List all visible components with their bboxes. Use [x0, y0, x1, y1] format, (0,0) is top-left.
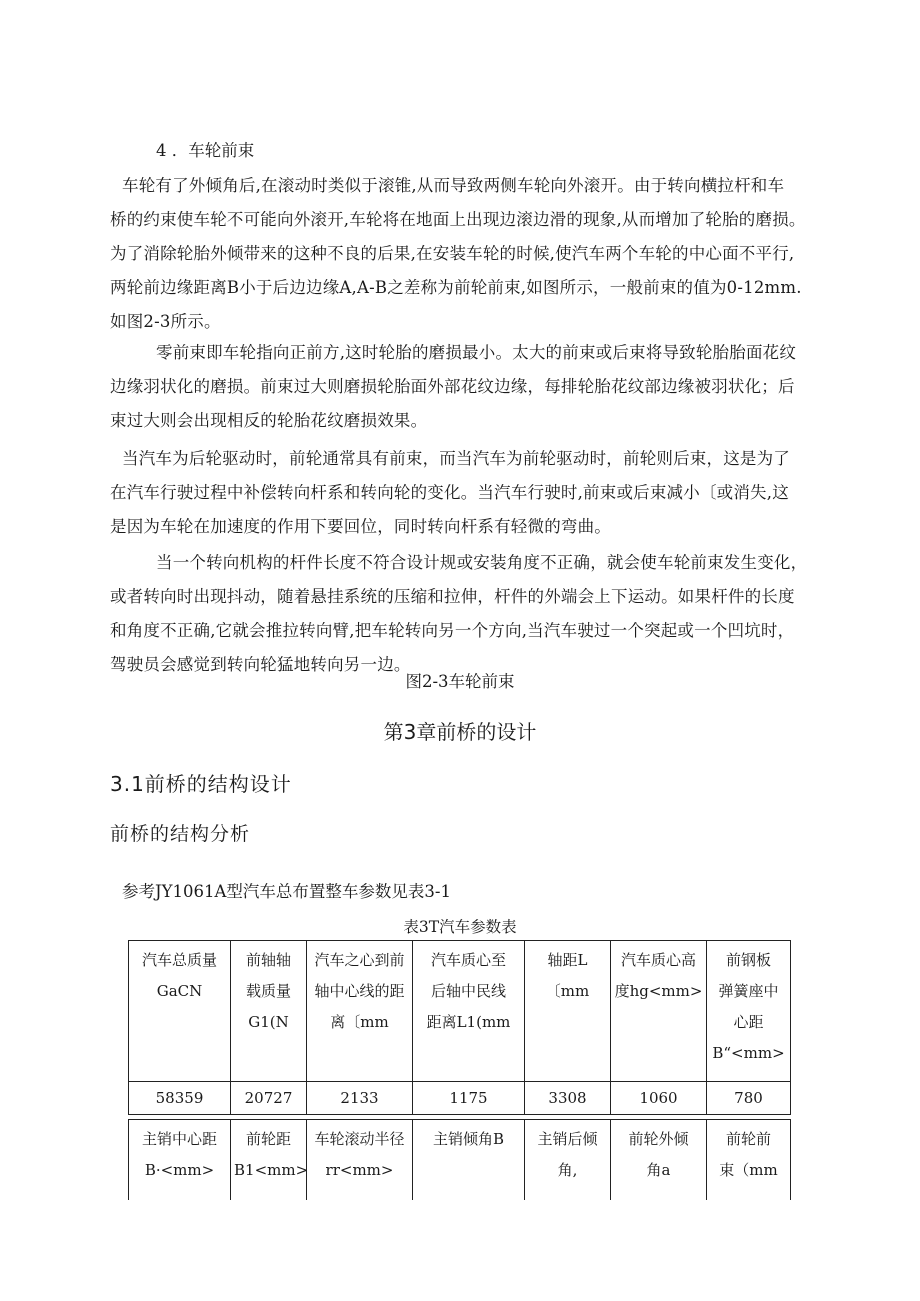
table-header-line: GaCN	[156, 982, 203, 1000]
paragraph-1	[110, 169, 822, 339]
table-header-line: 后轴中民线	[430, 982, 506, 1000]
table-cell: 20727	[231, 1082, 307, 1115]
table-header-cell	[413, 1120, 525, 1201]
table-header-line: 汽车之心到前	[314, 951, 405, 969]
table-header-line: 轴距L〔mm	[545, 951, 590, 1000]
table-header-line: 汽车质心高	[620, 951, 696, 969]
text-line: 为了消除轮胎外倾带来的这种不良的后果,在安装车轮的时候,使汽车两个车轮的中心面不平行,	[110, 244, 795, 263]
table-header-cell	[129, 1120, 231, 1201]
table-header-line: 轴中心线的距	[314, 982, 405, 1000]
table-cell: 1175	[413, 1082, 525, 1115]
figure-caption: 图2-3车轮前束	[405, 672, 515, 691]
table-header-cell	[611, 1120, 707, 1201]
table-header-line: 前钢板	[725, 951, 771, 969]
table-header-cell	[525, 1120, 611, 1201]
table-header-cell	[231, 1120, 307, 1201]
table-header-line: 度hg<mm>	[614, 982, 703, 1000]
table-header-line: 弹簧座中	[718, 982, 779, 1000]
text-line: 如图2-3所示。	[110, 312, 221, 331]
paragraph-4	[110, 546, 822, 682]
table-cell: 780	[707, 1082, 791, 1115]
table-header-line: 角,	[557, 1161, 578, 1179]
table-header-line: B·<mm>	[144, 1161, 215, 1179]
table-header-cell	[611, 941, 707, 1082]
table-header-line: 离〔mm	[330, 1013, 389, 1031]
reference-line: 参考JY1061A型汽车总布置整车参数见表3-1	[122, 882, 451, 901]
table-header-cell	[307, 941, 413, 1082]
table-row	[129, 1082, 791, 1115]
text-line: 是因为车轮在加速度的作用下要回位，同时转向杆系有轻微的弯曲。	[110, 517, 611, 536]
table-header-line: 前轮前	[725, 1130, 771, 1148]
table-header-line: G1(N	[248, 1013, 289, 1031]
table-header-line: 主销倾角B	[432, 1130, 505, 1148]
table-caption: 表3T汽车参数表	[403, 918, 517, 936]
table-header-line: B“<mm>	[712, 1044, 785, 1062]
table-cell: 58359	[129, 1082, 231, 1115]
table-header-line: 束（mm	[719, 1161, 778, 1179]
table-header-line: 角a	[646, 1161, 671, 1179]
table-header-row	[129, 941, 791, 1082]
text-line: 两轮前边缘距离B小于后边边缘A,A-B之差称为前轮前束,如图所示，一般前束的值为0-12mm.	[110, 278, 802, 297]
paragraph-3	[110, 442, 822, 544]
table-header-line: 汽车总质量	[141, 951, 217, 969]
table-header-line: B1<mm>	[234, 1161, 309, 1179]
text-line: 边缘羽状化的磨损。前束过大则磨损轮胎面外部花纹边缘，每排轮胎花纹部边缘被羽状化；后	[110, 377, 795, 396]
table-header-cell	[413, 941, 525, 1082]
text-line: 和角度不正确,它就会推拉转向臂,把车轮转向另一个方向,当汽车驶过一个突起或一个凹坑时，	[110, 621, 795, 640]
text-line: 束过大则会出现相反的轮胎花纹磨损效果。	[110, 411, 428, 430]
paragraph-2	[110, 336, 822, 438]
text-line: 或者转向时出现抖动，随着悬挂系统的压缩和拉伸，杆件的外端会上下运动。如果杆件的长度	[110, 587, 795, 606]
section-title: 3.1前桥的结构设计	[110, 772, 292, 796]
table-header-line: 前轮距	[245, 1130, 291, 1148]
table-cell: 3308	[525, 1082, 611, 1115]
text-line: 零前束即车轮指向正前方,这时轮胎的磨损最小。太大的前束或后束将导致轮胎胎面花纹	[156, 343, 797, 362]
text-line: 当汽车为后轮驱动时，前轮通常具有前束，而当汽车为前轮驱动时，前轮则后束，这是为了	[122, 449, 790, 468]
table-header-cell	[707, 1120, 791, 1201]
table-cell: 2133	[307, 1082, 413, 1115]
table-header-row-2	[129, 1120, 791, 1201]
table-cell: 1060	[611, 1082, 707, 1115]
table-header-cell	[307, 1120, 413, 1201]
vehicle-parameter-table	[128, 940, 791, 1200]
text-line: 桥的约束使车轮不可能向外滚开,车轮将在地面上出现边滚边滑的现象,从而增加了轮胎的磨损。	[110, 210, 806, 229]
table-header-line: 汽车质心至	[430, 951, 506, 969]
table-header-line: 主销中心距	[141, 1130, 217, 1148]
text-line: 驾驶员会感觉到转向轮猛地转向另一边。	[110, 655, 411, 674]
text-line: 在汽车行驶过程中补偿转向杆系和转向轮的变化。当汽车行驶时,前束或后束减小〔或消失,这	[110, 483, 789, 502]
table-header-line: 距离L1(mm	[426, 1013, 511, 1031]
table-header-line: rr<mm>	[325, 1161, 394, 1179]
text-line: 车轮有了外倾角后,在滚动时类似于滚锥,从而导致两侧车轮向外滚开。由于转向横拉杆和车	[122, 176, 785, 195]
text-line: 当一个转向机构的杆件长度不符合设计规或安装角度不正确，就会使车轮前束发生变化，	[156, 553, 808, 572]
table-header-line: 心距	[733, 1013, 764, 1031]
table-header-line: 前轴轴	[245, 951, 291, 969]
table-header-cell	[707, 941, 791, 1082]
chapter-title: 第3章前桥的设计	[383, 720, 537, 744]
table-header-line: 主销后倾	[537, 1130, 598, 1148]
subsection-title: 前桥的结构分析	[110, 823, 251, 845]
table-header-cell	[525, 941, 611, 1082]
table-header-line: 前轮外倾	[628, 1130, 689, 1148]
table-header-line: 载质量	[245, 982, 291, 1000]
table-header-line: 车轮滚动半径	[314, 1130, 405, 1148]
section-heading-toe-in: 4 ．车轮前束	[156, 141, 255, 160]
table-header-cell	[129, 941, 231, 1082]
table-header-cell	[231, 941, 307, 1082]
